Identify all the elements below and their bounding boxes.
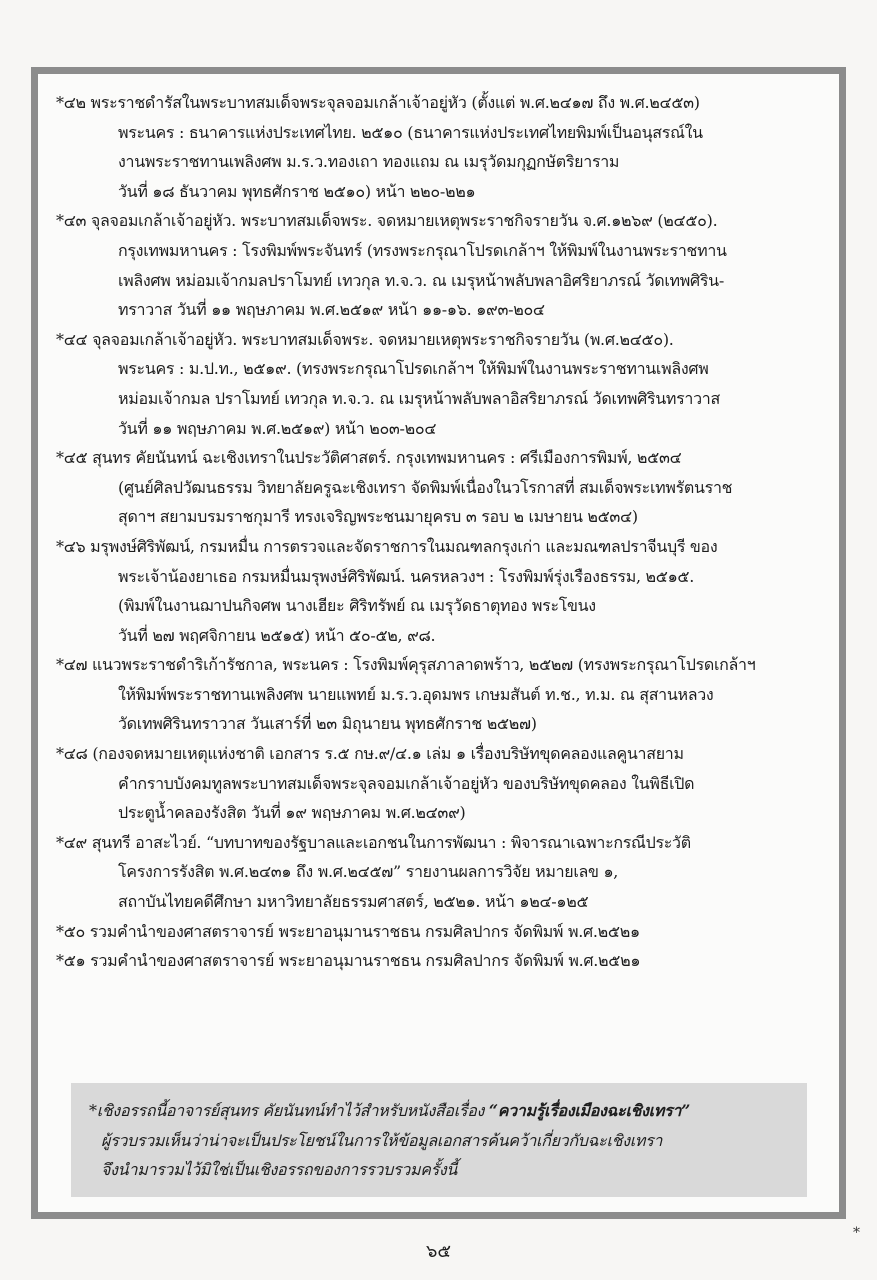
footnote-47 bbox=[56, 650, 826, 739]
footnote-line: วัดเทพศิรินทราวาส วันเสาร์ที่ ๒๓ มิถุนายน พุทธศักราช ๒๕๒๗) bbox=[118, 714, 537, 734]
footnote-line: *๔๘ (กองจดหมายเหตุแห่งชาติ เอกสาร ร.๕ กษ.๙/๔.๑ เล่ม ๑ เรื่องบริษัทขุดคลองแลคูนาสยาม bbox=[56, 744, 684, 764]
footnote-line: (ศูนย์ศิลปวัฒนธรรม วิทยาลัยครูฉะเชิงเทรา จัดพิมพ์เนื่องในวโรกาสที่ สมเด็จพระเทพรัตนราช bbox=[118, 477, 733, 497]
footnote-line: โครงการรังสิต พ.ศ.๒๔๓๑ ถึง พ.ศ.๒๔๕๗” รายงานผลการวิจัย หมายเลข ๑, bbox=[118, 862, 619, 882]
footnote-49 bbox=[56, 828, 826, 917]
corner-asterisk: * bbox=[853, 1225, 860, 1241]
footnote-line: *๔๓ จุลจอมเกล้าเจ้าอยู่หัว. พระบาทสมเด็จพระ. จดหมายเหตุพระราชกิจรายวัน จ.ศ.๑๒๖๙ (๒๔๕๐). bbox=[56, 211, 718, 231]
editor-note-line: จึงนำมารวมไว้มิใช่เป็นเชิงอรรถของการรวบรวมครั้งนี้ bbox=[101, 1160, 458, 1179]
footnote-51 bbox=[56, 946, 826, 976]
footnote-48 bbox=[56, 739, 826, 828]
footnote-line: หม่อมเจ้ากมล ปราโมทย์ เทวกุล ท.จ.ว. ณ เมรุหน้าพลับพลาอิสริยาภรณ์ วัดเทพศิรินทราวาส bbox=[118, 388, 720, 408]
footnote-45 bbox=[56, 443, 826, 532]
footnote-42 bbox=[56, 88, 826, 206]
footnote-line: งานพระราชทานเพลิงศพ ม.ร.ว.ทองเถา ทองแถม ณ เมรุวัดมกุฏกษัตริยาราม bbox=[118, 152, 620, 172]
footnote-line: วันที่ ๒๗ พฤศจิกายน ๒๕๑๕) หน้า ๕๐-๕๒, ๙๘. bbox=[118, 625, 436, 645]
footnote-line: *๔๗ แนวพระราชดำริเก้ารัชกาล, พระนคร : โรงพิมพ์คุรุสภาลาดพร้าว, ๒๕๒๗ (ทรงพระกรุณาโปรดเกล้าฯ bbox=[56, 655, 756, 675]
page-number: ๖๕ bbox=[425, 1241, 452, 1262]
footnote-43 bbox=[56, 206, 826, 324]
footnote-line: *๕๐ รวมคำนำของศาสตราจารย์ พระยาอนุมานราชธน กรมศิลปากร จัดพิมพ์ พ.ศ.๒๕๒๑ bbox=[56, 921, 640, 941]
footnote-50 bbox=[56, 917, 826, 947]
editor-note-box bbox=[71, 1083, 807, 1197]
footnote-46 bbox=[56, 532, 826, 650]
footnote-line: *๔๙ สุนทรี อาสะไวย์. “บทบาทของรัฐบาลและเอกชนในการพัฒนา : พิจารณาเฉพาะกรณีประวัติ bbox=[56, 832, 691, 852]
footnote-line: (พิมพ์ในงานฌาปนกิจศพ นางเฮียะ ศิริทรัพย์ ณ เมรุวัดธาตุทอง พระโขนง bbox=[118, 596, 596, 616]
footnote-line: กรุงเทพมหานคร : โรงพิมพ์พระจันทร์ (ทรงพระกรุณาโปรดเกล้าฯ ให้พิมพ์ในงานพระราชทาน bbox=[118, 240, 727, 260]
book-title: “ความรู้เรื่องเมืองฉะเชิงเทรา” bbox=[488, 1101, 690, 1120]
footnote-line: พระนคร : ธนาคารแห่งประเทศไทย. ๒๕๑๐ (ธนาคารแห่งประเทศไทยพิมพ์เป็นอนุสรณ์ใน bbox=[118, 122, 703, 142]
footnote-line: วันที่ ๑๘ ธันวาคม พุทธศักราช ๒๕๑๐) หน้า ๒๒๐-๒๒๑ bbox=[118, 181, 476, 201]
footnote-line: *๔๖ มรุพงษ์ศิริพัฒน์, กรมหมื่น การตรวจและจัดราชการในมณฑลกรุงเก่า และมณฑลปราจีนบุรี ของ bbox=[56, 536, 718, 556]
footnote-44 bbox=[56, 325, 826, 443]
editor-note-line bbox=[89, 1096, 807, 1126]
footnote-line: คำกราบบังคมทูลพระบาทสมเด็จพระจุลจอมเกล้าเจ้าอยู่หัว ของบริษัทขุดคลอง ในพิธีเปิด bbox=[118, 773, 695, 793]
footnote-line: *๔๔ จุลจอมเกล้าเจ้าอยู่หัว. พระบาทสมเด็จพระ. จดหมายเหตุพระราชกิจรายวัน (พ.ศ.๒๔๕๐). bbox=[56, 329, 674, 349]
footnote-line: ให้พิมพ์พระราชทานเพลิงศพ นายแพทย์ ม.ร.ว.อุดมพร เกษมสันต์ ท.ช., ท.ม. ณ สุสานหลวง bbox=[118, 684, 714, 704]
footnote-line: *๕๑ รวมคำนำของศาสตราจารย์ พระยาอนุมานราชธน กรมศิลปากร จัดพิมพ์ พ.ศ.๒๕๒๑ bbox=[56, 951, 641, 971]
footnote-list bbox=[56, 88, 826, 976]
footnote-line: *๔๕ สุนทร คัยนันทน์ ฉะเชิงเทราในประวัติศาสตร์. กรุงเทพมหานคร : ศรีเมืองการพิมพ์, ๒๕๓๔ bbox=[56, 448, 682, 468]
footnote-line: เพลิงศพ หม่อมเจ้ากมลปราโมทย์ เทวกุล ท.จ.ว. ณ เมรุหน้าพลับพลาอิศริยาภรณ์ วัดเทพศิริน- bbox=[118, 270, 724, 290]
footnote-line: ประตูน้ำคลองรังสิต วันที่ ๑๙ พฤษภาคม พ.ศ.๒๔๓๙) bbox=[118, 803, 466, 823]
footnote-line: พระเจ้าน้องยาเธอ กรมหมื่นมรุพงษ์ศิริพัฒน์. นครหลวงฯ : โรงพิมพ์รุ่งเรืองธรรม, ๒๕๑๕. bbox=[118, 566, 695, 586]
footnote-line: วันที่ ๑๑ พฤษภาคม พ.ศ.๒๕๑๙) หน้า ๒๐๓-๒๐๔ bbox=[118, 418, 437, 438]
footnote-line: พระนคร : ม.ป.ท., ๒๕๑๙. (ทรงพระกรุณาโปรดเกล้าฯ ให้พิมพ์ในงานพระราชทานเพลิงศพ bbox=[118, 359, 709, 379]
footnote-line: ทราวาส วันที่ ๑๑ พฤษภาคม พ.ศ.๒๕๑๙ หน้า ๑๑-๑๖. ๑๙๓-๒๐๔ bbox=[118, 300, 545, 320]
footnote-line: *๔๒ พระราชดำรัสในพระบาทสมเด็จพระจุลจอมเกล้าเจ้าอยู่หัว (ตั้งแต่ พ.ศ.๒๔๑๗ ถึง พ.ศ.๒๔๕๓) bbox=[56, 93, 700, 112]
editor-note-line: ผู้รวบรวมเห็นว่าน่าจะเป็นประโยชน์ในการให้ข้อมูลเอกสารค้นคว้าเกี่ยวกับฉะเชิงเทรา bbox=[101, 1130, 663, 1150]
footnote-line: สถาบันไทยคดีศึกษา มหาวิทยาลัยธรรมศาสตร์, ๒๕๒๑. หน้า ๑๒๔-๑๒๕ bbox=[118, 892, 589, 912]
editor-note-text: *เชิงอรรถนี้อาจารย์สุนทร คัยนันทน์ทำไว้สำหรับหนังสือเรื่อง bbox=[89, 1101, 489, 1120]
footnote-line: สุดาฯ สยามบรมราชกุมารี ทรงเจริญพระชนมายุครบ ๓ รอบ ๒ เมษายน ๒๕๓๔) bbox=[118, 507, 638, 527]
